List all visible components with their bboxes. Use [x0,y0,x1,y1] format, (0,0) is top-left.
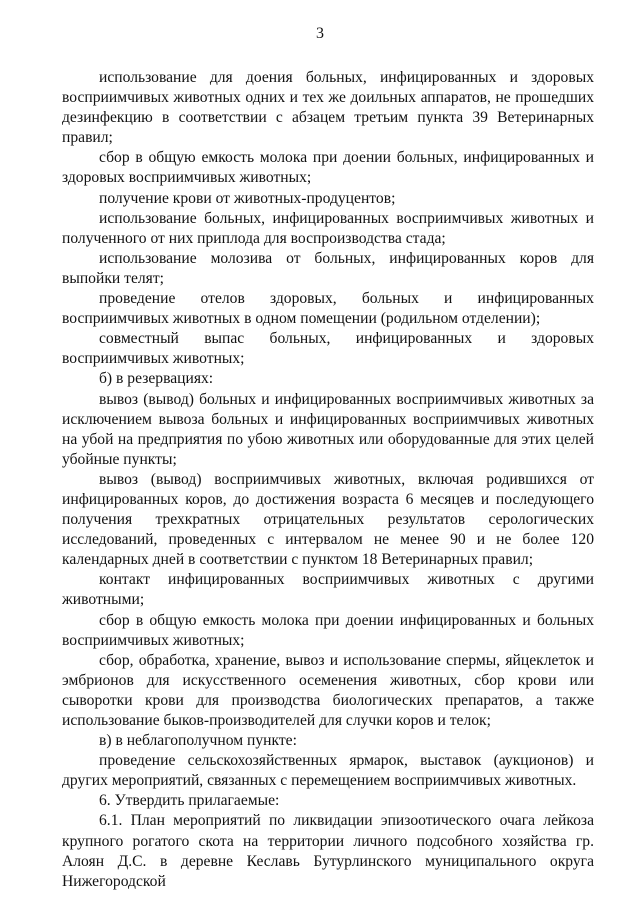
paragraph: сбор в общую емкость молока при доении инфицированных и больных восприимчивых животных; [62,611,594,649]
paragraph: контакт инфицированных восприимчивых животных с другими животными; [62,571,594,609]
paragraph: сбор в общую емкость молока при доении больных, инфицированных и здоровых восприимчивых животных; [62,149,594,187]
paragraph: использование для доения больных, инфицированных и здоровых восприимчивых животных одних и тех же доильных аппаратов, не прошедших дезинфекцию в соответствии с абзацем третьим пункта 39 Ветеринарных правил; [62,69,594,147]
paragraph: вывоз (вывод) восприимчивых животных, включая родившихся от инфицированных коров, до достижения возраста 6 месяцев и последующего получения трехкратных отрицательных результатов серологических исследований, проведенных с интервалом не менее 90 и не более 120 календарных дней в соответствии с пунктом 18 Ветеринарных правил; [62,470,594,569]
paragraph: получение крови от животных-продуцентов; [99,189,396,207]
paragraph: использование больных, инфицированных восприимчивых животных и полученного от них приплода для воспроизводства стада; [62,209,594,247]
paragraph: сбор, обработка, хранение, вывоз и использование спермы, яйцеклеток и эмбрионов для искусственного осеменения животных, сбор крови или сыворотки крови для производства биологических препаратов, а также использование быков-производителей для случки коров и телок; [62,651,594,729]
paragraph: вывоз (вывод) больных и инфицированных восприимчивых животных за исключением вывоза больных и инфицированных восприимчивых животных на убой на предприятия по убою животных или оборудованные для этих целей убойные пункты; [62,390,594,468]
section-heading: в) в неблагополучном пункте: [99,732,297,750]
paragraph: совместный выпас больных, инфицированных и здоровых восприимчивых животных; [62,330,594,368]
paragraph: проведение отелов здоровых, больных и инфицированных восприимчивых животных в одном помещении (родильном отделении); [62,290,594,328]
page-number: 3 [316,25,324,42]
document-body [62,68,594,892]
paragraph: 6.1. План мероприятий по ликвидации эпизоотического очага лейкоза крупного рогатого скота на территории личного подсобного хозяйства гр. Алоян Д.С. в деревне Кеславь Бутурлинского муниципального округа Нижегородской [62,812,594,890]
section-heading: б) в резервациях: [99,370,214,388]
paragraph: проведение сельскохозяйственных ярмарок, выставок (аукционов) и других мероприятий, связанных с перемещением восприимчивых животных. [62,752,594,790]
paragraph: использование молозива от больных, инфицированных коров для выпойки телят; [62,249,594,287]
paragraph: 6. Утвердить прилагаемые: [99,792,280,810]
